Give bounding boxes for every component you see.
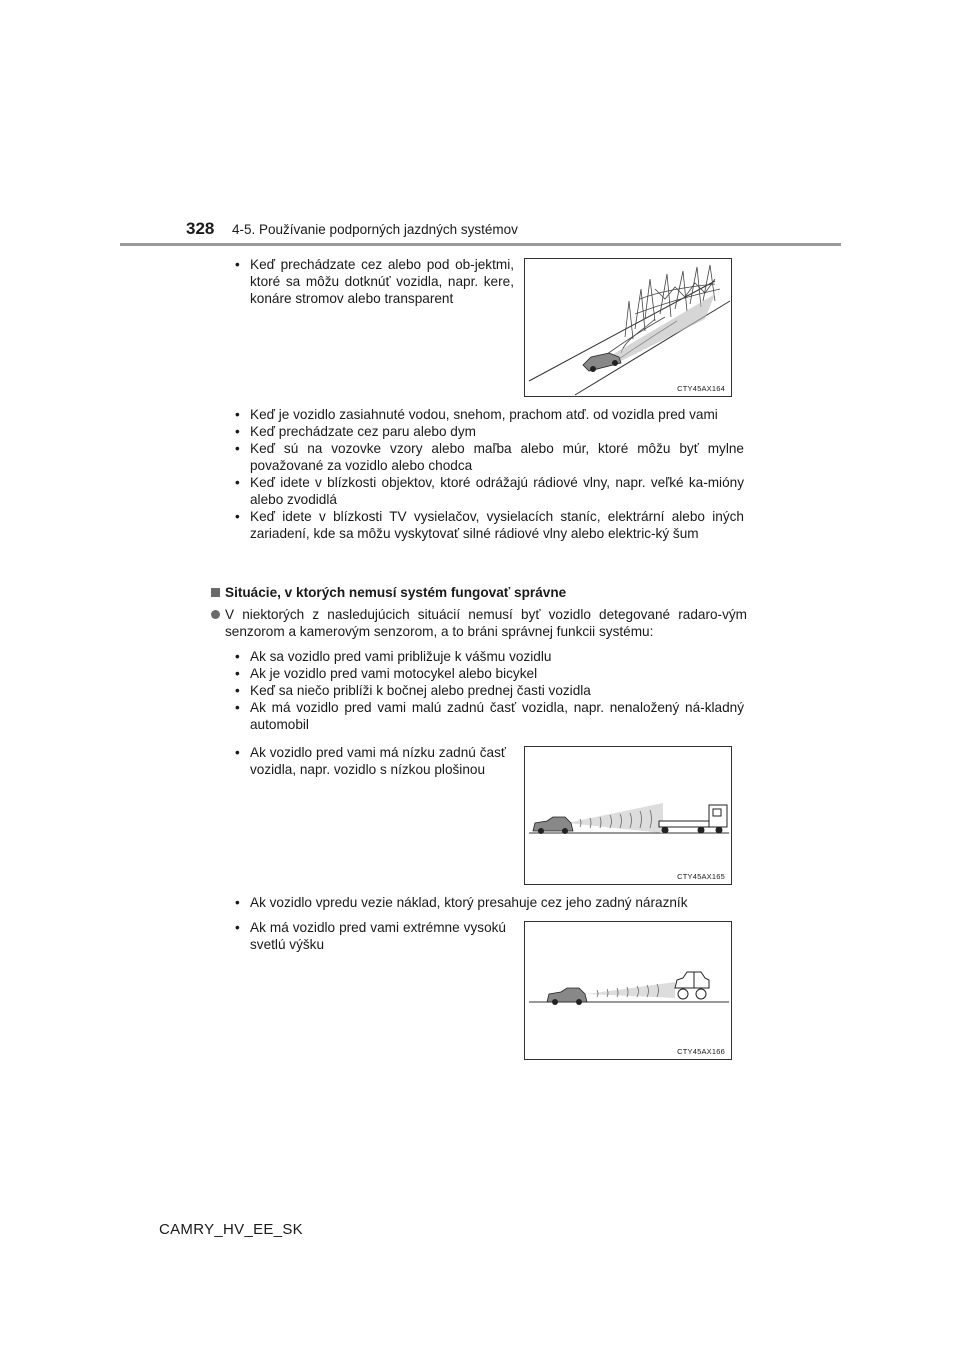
list-item: • Keď sa niečo priblíži k bočnej alebo prednej časti vozidla: [232, 682, 744, 699]
list-item: • Keď idete v blízkosti TV vysielačov, vysielacích staníc, elektrární alebo iných zariadení, kde sa môžu vyskytovať silné rádiové vlny alebo elektric-ký šum: [232, 508, 744, 542]
list-item: • Ak je vozidlo pred vami motocykel alebo bicykel: [232, 665, 744, 682]
bullet-list-b: [232, 406, 744, 542]
figure-code: CTY45AX166: [677, 1047, 725, 1056]
suv-icon: [675, 972, 709, 999]
list-item: • Keď prechádzate cez alebo pod ob-jektmi, ktoré sa môžu dotknúť vozidla, napr. kere, konáre stromov alebo transparent: [232, 256, 514, 307]
list-item: • Ak sa vozidlo pred vami približuje k vášmu vozidlu: [232, 648, 744, 665]
high-clearance-illustration: [525, 922, 731, 1059]
figure-low-platform: [524, 746, 732, 885]
figure-high-clearance: [524, 921, 732, 1060]
list-item: • Ak má vozidlo pred vami malú zadnú časť vozidla, napr. nenaložený ná-kladný automobil: [232, 699, 744, 733]
list-item: • Ak má vozidlo pred vami extrémne vysokú svetlú výšku: [232, 919, 506, 953]
car-icon: [583, 353, 621, 372]
vegetation-illustration: [525, 259, 731, 396]
figure-code: CTY45AX164: [677, 384, 725, 393]
circle-bullet-icon: [211, 610, 220, 619]
intro-paragraph: V niektorých z nasledujúcich situácií nemusí byť vozidlo detegované radaro-vým senzorom a kamerovým senzorom, a to bráni správnej funkcii systému:: [211, 606, 747, 640]
document-footer: CAMRY_HV_EE_SK: [159, 1221, 303, 1238]
list-item: • Keď sú na vozovke vzory alebo maľba alebo múr, ktoré môžu byť mylne považované za vozidlo alebo chodca: [232, 440, 744, 474]
list-item: • Ak vozidlo pred vami má nízku zadnú časť vozidla, napr. vozidlo s nízkou plošinou: [232, 744, 506, 778]
section-heading: Situácie, v ktorých nemusí systém fungovať správne: [211, 585, 566, 600]
list-item: • Keď prechádzate cez paru alebo dym: [232, 423, 744, 440]
page-number: 328: [186, 219, 215, 238]
section-title: 4-5. Používanie podporných jazdných systémov: [232, 222, 518, 237]
list-item: • Keď je vozidlo zasiahnuté vodou, snehom, prachom atď. od vozidla pred vami: [232, 406, 744, 423]
bullet-list-a: [232, 256, 514, 307]
bullet-list-e: [232, 894, 744, 911]
car-icon: [533, 817, 573, 834]
bullet-list-d: [232, 744, 506, 778]
list-item: • Ak vozidlo vpredu vezie náklad, ktorý presahuje cez jeho zadný nárazník: [232, 894, 744, 911]
low-platform-truck-icon: [659, 805, 727, 833]
figure-vegetation-overhang: [524, 258, 732, 397]
header-rule: [120, 243, 841, 246]
bullet-list-f: [232, 919, 506, 953]
low-platform-illustration: [525, 747, 731, 884]
square-bullet-icon: [211, 588, 220, 597]
figure-code: CTY45AX165: [677, 872, 725, 881]
bullet-list-c: [232, 648, 744, 733]
list-item: • Keď idete v blízkosti objektov, ktoré odrážajú rádiové vlny, napr. veľké ka-mióny alebo zvodidlá: [232, 474, 744, 508]
